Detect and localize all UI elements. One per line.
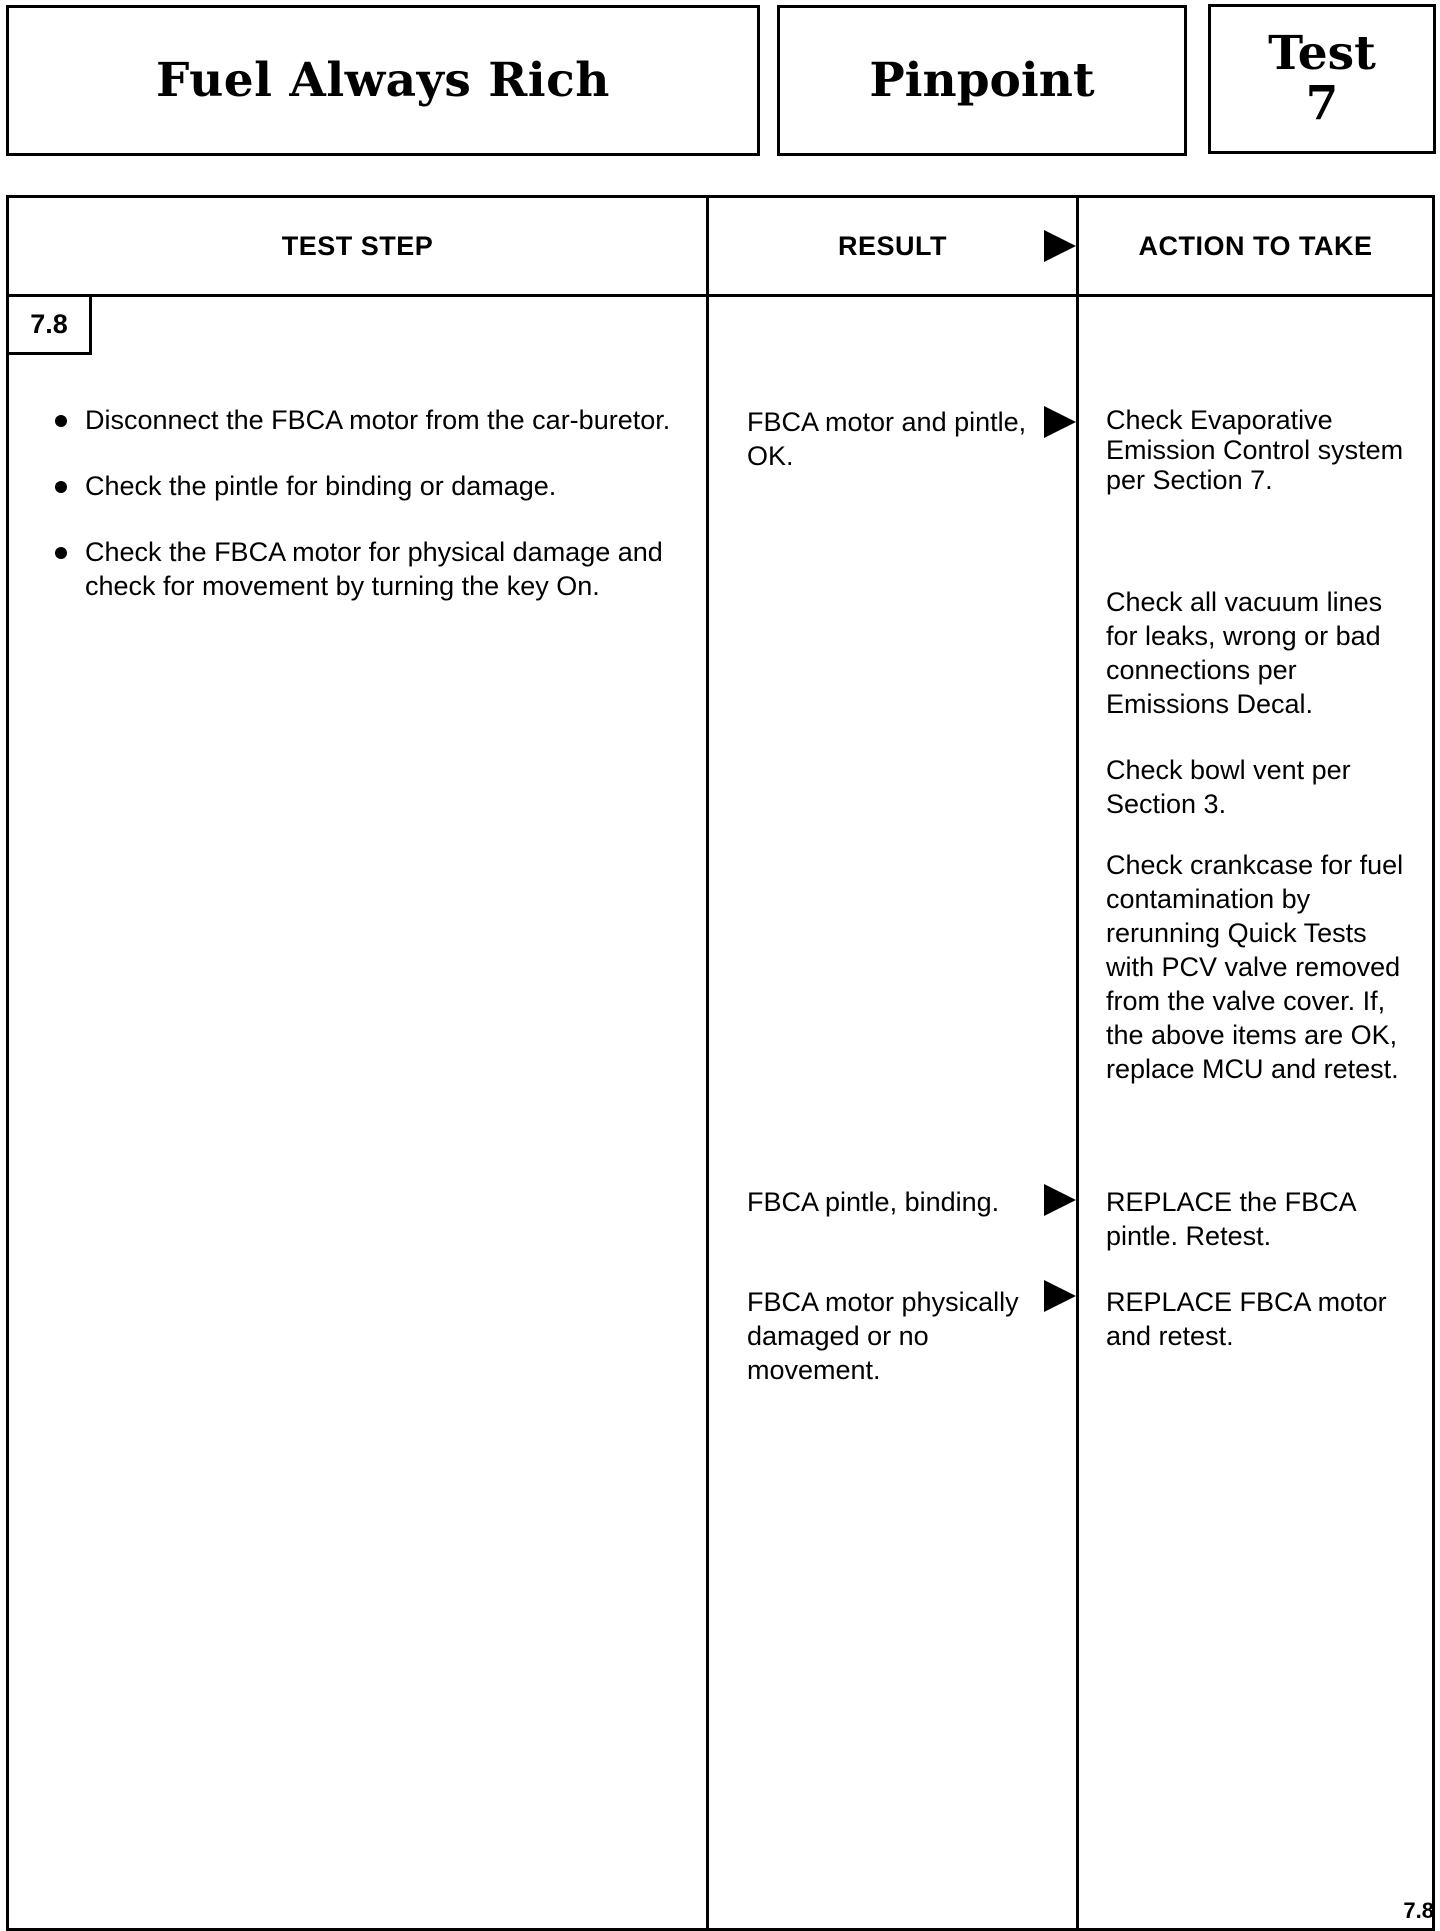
result-text: FBCA motor and pintle, OK. xyxy=(747,407,1027,471)
action-text: Check all vacuum lines for leaks, wrong or bad connections per Emissions Decal. xyxy=(1106,587,1383,719)
test-step-item: Check the pintle for binding or damage. xyxy=(49,469,689,503)
page-title xyxy=(6,5,760,156)
column-header-result: RESULT xyxy=(838,230,947,261)
test-step-item: Check the FBCA motor for physical damage and check for movement by turning the key On. xyxy=(49,535,689,603)
section-label xyxy=(777,5,1187,156)
header-divider xyxy=(9,294,1432,297)
action-text: Check Evaporative Emission Control system per Section 7. xyxy=(1106,405,1404,495)
column-divider xyxy=(1076,198,1079,1928)
action-text: Check bowl vent per Section 3. xyxy=(1106,755,1351,819)
step-number: 7.8 xyxy=(6,294,92,355)
section-label-text: Pinpoint xyxy=(869,53,1095,108)
arrow-right-icon xyxy=(1044,1184,1076,1216)
action-text: REPLACE FBCA motor and retest. xyxy=(1106,1287,1387,1351)
arrow-right-icon xyxy=(1044,1280,1076,1312)
page-title-text: Fuel Always Rich xyxy=(156,53,610,108)
test-number-box xyxy=(1208,4,1436,154)
column-header-action: ACTION TO TAKE xyxy=(1138,230,1373,261)
result-text: FBCA motor physically damaged or no movement. xyxy=(747,1287,1019,1385)
arrow-right-icon xyxy=(1044,406,1076,438)
column-header-test-step: TEST STEP xyxy=(281,230,434,261)
result-text: FBCA pintle, binding. xyxy=(747,1187,1000,1217)
page-number: 7.8 xyxy=(1403,1898,1434,1923)
test-number: 7 xyxy=(1305,76,1339,131)
test-label: Test xyxy=(1268,26,1376,81)
column-divider xyxy=(706,198,709,1928)
test-step-item: Disconnect the FBCA motor from the car-buretor. xyxy=(49,403,689,437)
pinpoint-test-table xyxy=(6,195,1435,1931)
test-step-list xyxy=(49,403,689,635)
action-text: Check crankcase for fuel contamination by rerunning Quick Tests with PCV valve removed from the valve cover. If, the above items are OK, replace MCU and retest. xyxy=(1106,850,1404,1084)
arrow-right-icon xyxy=(1044,230,1076,262)
action-text: REPLACE the FBCA pintle. Retest. xyxy=(1106,1187,1356,1251)
